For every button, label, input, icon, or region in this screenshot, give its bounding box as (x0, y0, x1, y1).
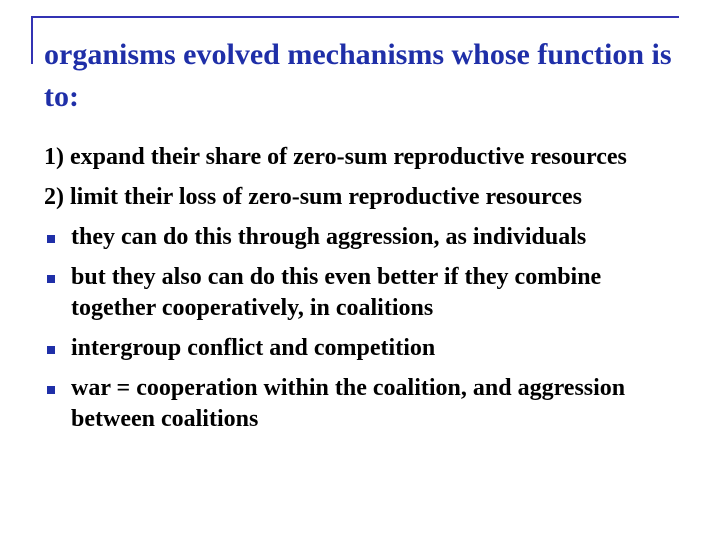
square-bullet-icon (47, 235, 55, 243)
square-bullet-icon (47, 275, 55, 283)
item-text: but they also can do this even better if they combine together cooperatively, in coalitions (71, 264, 602, 321)
item-text: intergroup conflict and competition (71, 335, 436, 361)
square-bullet-icon (47, 386, 55, 394)
square-bullet-icon (47, 346, 55, 354)
bullet-item-3 (44, 333, 684, 364)
bullet-item-1 (44, 222, 684, 253)
item-text: war = cooperation within the coalition, and aggression between coalitions (71, 375, 626, 432)
bullet-item-4 (44, 373, 684, 435)
body-list (44, 142, 684, 435)
item-text: 1) expand their share of zero-sum reproductive resources (44, 144, 627, 170)
numbered-item-2 (44, 182, 684, 213)
slide-title: organisms evolved mechanisms whose function is to: (44, 38, 672, 113)
bullet-item-2 (44, 262, 684, 324)
numbered-item-1 (44, 142, 684, 173)
top-rule (31, 16, 679, 18)
item-text: they can do this through aggression, as individuals (71, 224, 587, 250)
item-text: 2) limit their loss of zero-sum reproductive resources (44, 184, 582, 210)
left-rule (31, 16, 33, 64)
